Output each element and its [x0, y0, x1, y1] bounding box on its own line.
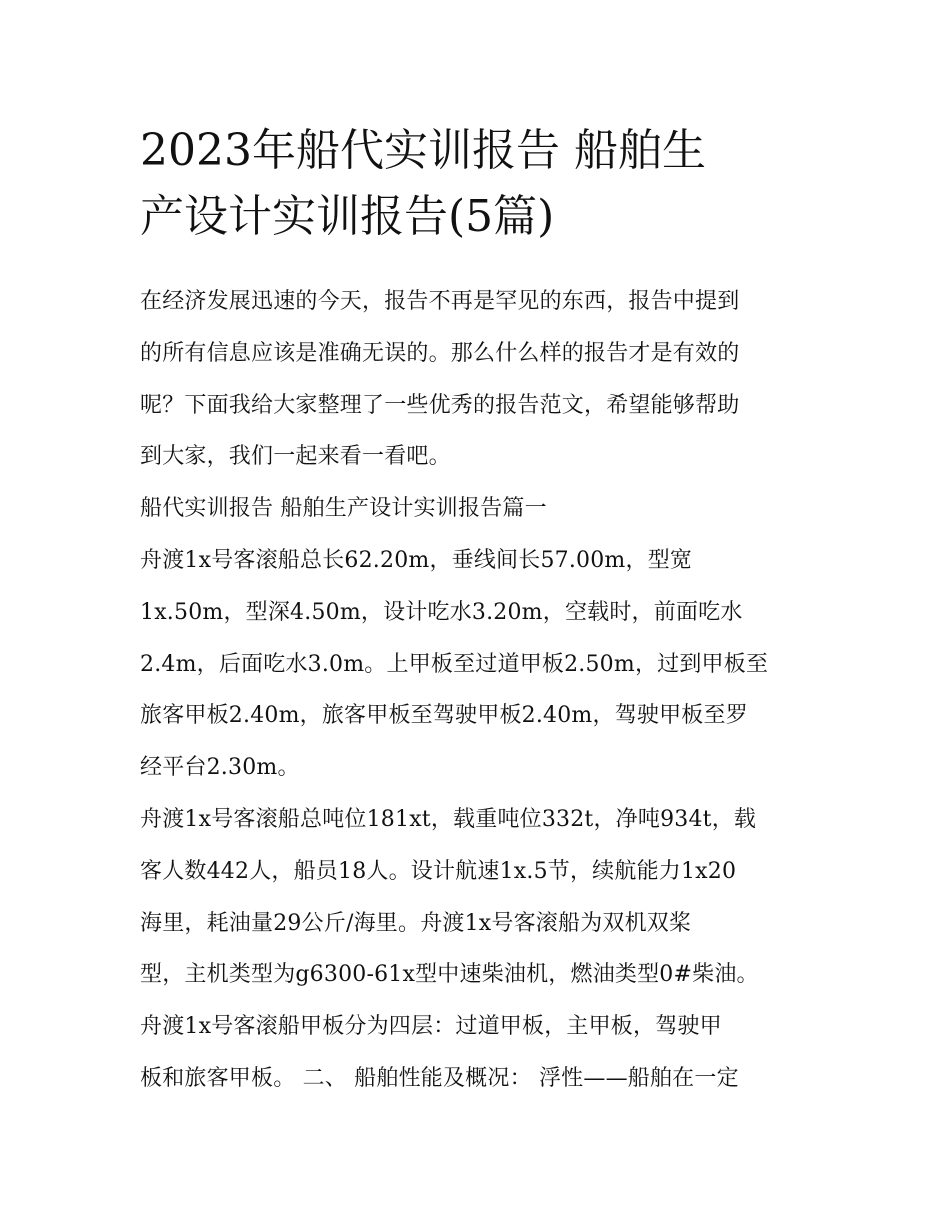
text-line: 1x.50m，型深4.50m，设计吃水3.20m，空载时，前面吃水	[140, 599, 743, 625]
document-title	[140, 118, 816, 250]
dimensions-paragraph	[140, 535, 816, 794]
document-page	[140, 118, 816, 1105]
text-line: 到大家，我们一起来看一看吧。	[140, 444, 451, 470]
text-line: 经平台2.30m。	[140, 755, 300, 781]
title-line-2: 产设计实训报告(5篇)	[140, 191, 555, 242]
text-line: 舟渡1x号客滚船甲板分为四层：过道甲板，主甲板，驾驶甲	[140, 1014, 722, 1040]
tonnage-paragraph	[140, 794, 816, 1001]
document-body	[140, 276, 816, 1105]
text-line: 船代实训报告 船舶生产设计实训报告篇一	[140, 496, 547, 522]
text-line: 2.4m，后面吃水3.0m。上甲板至过道甲板2.50m，过到甲板至	[140, 651, 769, 677]
text-line: 的所有信息应该是准确无误的。那么什么样的报告才是有效的	[140, 340, 740, 366]
text-line: 舟渡1x号客滚船总吨位181xt，载重吨位332t，净吨934t，载	[140, 806, 757, 832]
text-line: 客人数442人，船员18人。设计航速1x.5节，续航能力1x20	[140, 858, 737, 884]
text-line: 海里，耗油量29公斤/海里。舟渡1x号客滚船为双机双桨	[140, 910, 692, 936]
text-line: 舟渡1x号客滚船总长62.20m，垂线间长57.00m，型宽	[140, 547, 693, 573]
text-line: 呢？下面我给大家整理了一些优秀的报告范文，希望能够帮助	[140, 392, 740, 418]
deck-paragraph	[140, 1001, 816, 1105]
text-line: 在经济发展迅速的今天，报告不再是罕见的东西，报告中提到	[140, 289, 740, 314]
intro-paragraph	[140, 276, 816, 483]
section-heading	[140, 483, 816, 535]
text-line: 旅客甲板2.40m，旅客甲板至驾驶甲板2.40m，驾驶甲板至罗	[140, 703, 748, 729]
text-line: 型，主机类型为g6300-61x型中速柴油机，燃油类型0#柴油。	[140, 962, 759, 988]
text-line: 板和旅客甲板。 二、 船舶性能及概况： 浮性——船舶在一定	[140, 1065, 739, 1091]
title-line-1: 2023年船代实训报告 船舶生	[140, 125, 706, 176]
